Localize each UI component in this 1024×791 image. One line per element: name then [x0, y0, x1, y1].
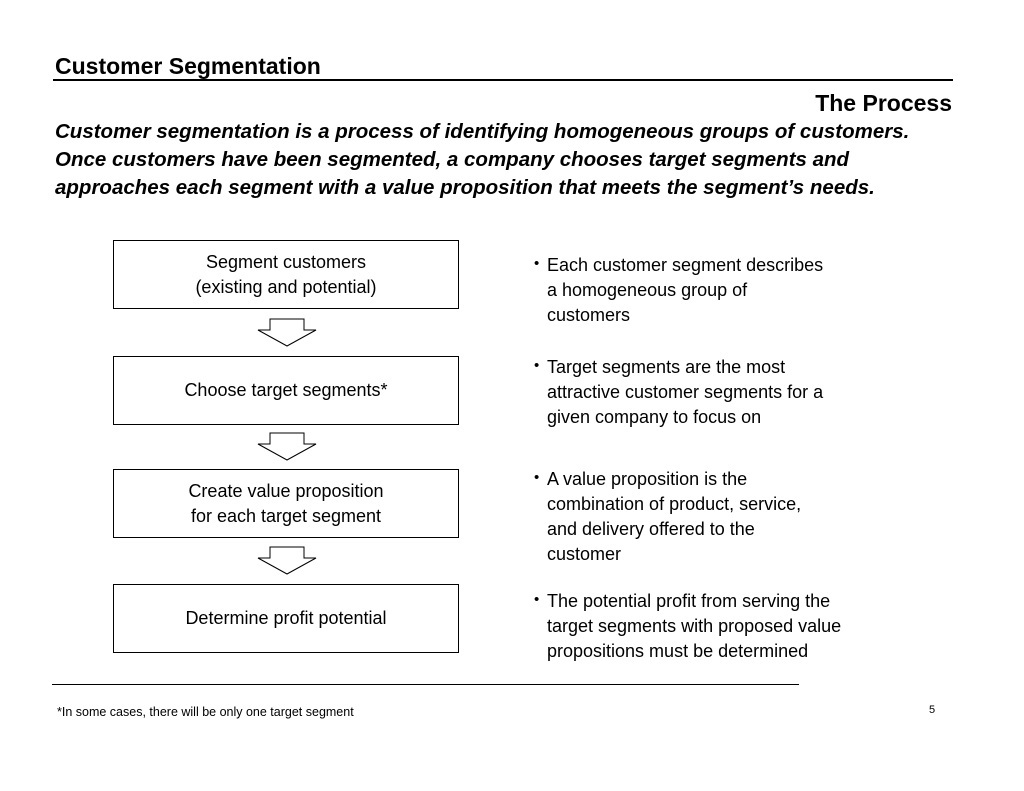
bullet-text: The potential profit from serving the target segments with proposed value propositions must be determined — [547, 591, 842, 661]
bullet-marker: • — [534, 255, 540, 272]
bullet-marker: • — [534, 591, 540, 608]
footnote: *In some cases, there will be only one target segment — [57, 705, 354, 719]
title-divider — [53, 79, 953, 81]
step-box-choose-target: Choose target segments* — [113, 356, 459, 425]
bullet-item — [534, 589, 894, 664]
down-arrow-icon — [256, 432, 318, 462]
step-box-profit-potential: Determine profit potential — [113, 584, 459, 653]
slide-subtitle: The Process — [815, 90, 952, 116]
bullet-marker: • — [534, 469, 540, 486]
bullet-text: Each customer segment describes a homogeneous group of customers — [547, 255, 824, 325]
footnote-divider — [52, 684, 799, 685]
bullet-marker: • — [534, 357, 540, 374]
bullet-item — [534, 355, 894, 430]
bullet-text: A value proposition is the combination of product, service, and delivery offered to the customer — [547, 469, 802, 564]
page-number: 5 — [929, 704, 936, 716]
step-box-segment-customers: Segment customers (existing and potential) — [113, 240, 459, 309]
slide-title: Customer Segmentation — [55, 53, 321, 79]
bullet-item — [534, 253, 894, 328]
step-box-value-proposition: Create value proposition for each target segment — [113, 469, 459, 538]
bullet-item — [534, 467, 894, 567]
down-arrow-icon — [256, 318, 318, 348]
down-arrow-icon — [256, 546, 318, 576]
bullet-text: Target segments are the most attractive customer segments for a given company to focus on — [547, 357, 824, 427]
intro-paragraph: Customer segmentation is a process of identifying homogeneous groups of customers. Once customers have been segmented, a company chooses target segments and approaches each segment with a value proposition that meets the segment’s needs. — [55, 120, 910, 199]
